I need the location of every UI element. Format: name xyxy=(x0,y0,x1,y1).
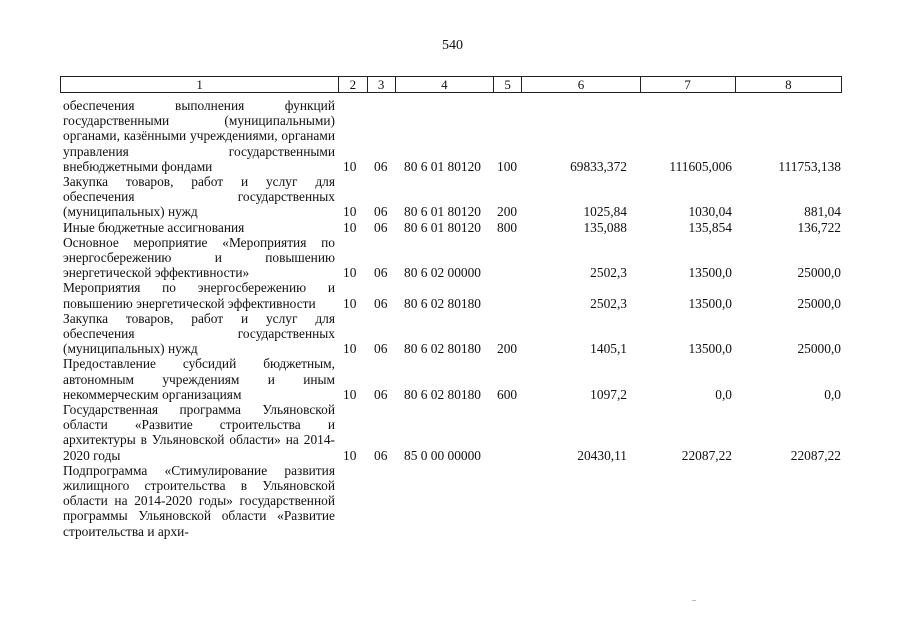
row-subsection: 06 xyxy=(374,295,388,311)
row-amount-col7: 13500,0 xyxy=(688,295,732,311)
row-target-code: 80 6 01 80120 xyxy=(404,219,481,235)
table-row xyxy=(60,356,860,402)
row-amount-col6: 135,088 xyxy=(583,219,627,235)
row-name: Подпрограмма «Стимулирование развития жилищного строительства в Ульяновской области на 2014-2020 годы» государственной программы Ульяновской области «Развитие строительства и архи- xyxy=(63,462,335,539)
row-target-code: 80 6 02 80180 xyxy=(404,341,481,357)
row-name: Мероприятия по энергосбережению и повышению энергетической эффективности xyxy=(63,280,335,311)
row-target-code: 80 6 01 80120 xyxy=(404,158,481,174)
row-amount-col7: 111605,006 xyxy=(669,158,732,174)
row-section: 10 xyxy=(343,386,357,402)
row-expense-type: 200 xyxy=(497,341,518,357)
table-row xyxy=(60,98,860,174)
row-amount-col6: 1025,84 xyxy=(583,204,627,220)
row-section: 10 xyxy=(343,204,357,220)
table-row xyxy=(60,174,860,220)
row-target-code: 80 6 02 00000 xyxy=(404,265,481,281)
row-subsection: 06 xyxy=(374,341,388,357)
row-amount-col6: 2502,3 xyxy=(590,265,627,281)
header-cell: 8 xyxy=(735,77,841,93)
row-amount-col8: 0,0 xyxy=(824,386,841,402)
row-amount-col7: 13500,0 xyxy=(688,341,732,357)
scan-mark xyxy=(692,600,696,601)
header-row xyxy=(61,77,842,93)
row-name: Предоставление субсидий бюджетным, автономным учреждениям и иным некоммерческим организациям xyxy=(63,356,335,402)
row-target-code: 80 6 01 80120 xyxy=(404,204,481,220)
table-row xyxy=(60,235,860,281)
row-amount-col8: 22087,22 xyxy=(790,447,841,463)
header-cell: 4 xyxy=(395,77,493,93)
row-section: 10 xyxy=(343,265,357,281)
row-name: Закупка товаров, работ и услуг для обеспечения государственных (муниципальных) нужд xyxy=(63,174,335,220)
row-subsection: 06 xyxy=(374,447,388,463)
row-target-code: 80 6 02 80180 xyxy=(404,295,481,311)
row-amount-col6: 1097,2 xyxy=(590,386,627,402)
row-name: Государственная программа Ульяновской области «Развитие строительства и архитектуры в Ульяновской области» на 2014-2020 годы xyxy=(63,402,335,463)
header-cell: 5 xyxy=(493,77,521,93)
row-expense-type: 200 xyxy=(497,204,518,220)
row-subsection: 06 xyxy=(374,158,388,174)
row-amount-col8: 25000,0 xyxy=(797,295,841,311)
table-row xyxy=(60,311,860,357)
budget-table-body xyxy=(60,98,860,539)
header-cell: 1 xyxy=(61,77,339,93)
row-amount-col8: 111753,138 xyxy=(778,158,841,174)
header-cell: 2 xyxy=(339,77,367,93)
column-header-table xyxy=(60,76,842,93)
table-row xyxy=(60,463,860,539)
row-expense-type: 100 xyxy=(497,158,518,174)
row-section: 10 xyxy=(343,447,357,463)
page-number: 540 xyxy=(442,38,463,53)
row-section: 10 xyxy=(343,341,357,357)
row-expense-type: 800 xyxy=(497,219,518,235)
row-target-code: 85 0 00 00000 xyxy=(404,447,481,463)
row-amount-col6: 69833,372 xyxy=(570,158,627,174)
row-name: Закупка товаров, работ и услуг для обеспечения государственных (муниципальных) нужд xyxy=(63,310,335,357)
row-amount-col6: 20430,11 xyxy=(577,447,627,463)
row-amount-col6: 2502,3 xyxy=(590,295,627,311)
row-subsection: 06 xyxy=(374,265,388,281)
row-amount-col8: 25000,0 xyxy=(797,265,841,281)
row-amount-col6: 1405,1 xyxy=(590,341,627,357)
row-target-code: 80 6 02 80180 xyxy=(404,386,481,402)
row-name: Иные бюджетные ассигнования xyxy=(63,219,245,235)
table-row xyxy=(60,280,860,310)
table-row xyxy=(60,220,860,235)
row-subsection: 06 xyxy=(374,386,388,402)
header-cell: 3 xyxy=(367,77,395,93)
row-subsection: 06 xyxy=(374,204,388,220)
row-amount-col8: 25000,0 xyxy=(797,341,841,357)
row-amount-col7: 13500,0 xyxy=(688,265,732,281)
row-amount-col7: 135,854 xyxy=(688,219,732,235)
header-cell: 7 xyxy=(640,77,735,93)
row-subsection: 06 xyxy=(374,219,388,235)
row-amount-col8: 881,04 xyxy=(804,204,841,220)
header-cell: 6 xyxy=(522,77,640,93)
row-expense-type: 600 xyxy=(497,386,518,402)
row-section: 10 xyxy=(343,158,357,174)
row-amount-col7: 1030,04 xyxy=(688,204,732,220)
row-amount-col7: 0,0 xyxy=(715,386,732,402)
row-section: 10 xyxy=(343,295,357,311)
row-amount-col8: 136,722 xyxy=(797,219,841,235)
table-row xyxy=(60,402,860,463)
row-name: обеспечения выполнения функций государственными (муниципальными) органами, казёнными учреждениями, органами управления государственными внебюджетными фондами xyxy=(63,98,335,174)
row-amount-col7: 22087,22 xyxy=(681,447,732,463)
row-section: 10 xyxy=(343,219,357,235)
row-name: Основное мероприятие «Мероприятия по энергосбережению и повышению энергетической эффективности» xyxy=(63,234,335,281)
